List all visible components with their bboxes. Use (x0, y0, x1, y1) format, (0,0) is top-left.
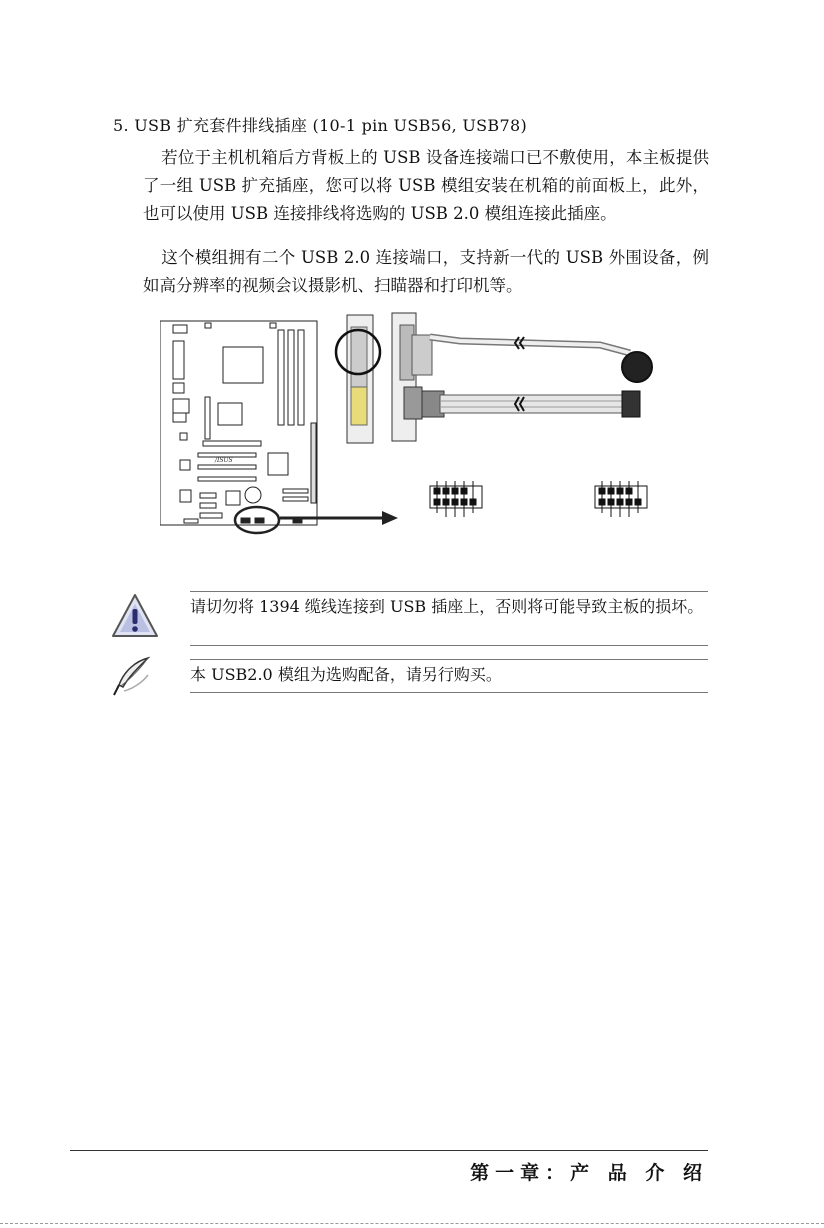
intro-paragraph (143, 144, 709, 228)
feather-pen-icon (110, 655, 154, 697)
usb-header-diagram (160, 305, 670, 555)
note-divider-upper (190, 659, 708, 660)
section-heading: 5. USB 扩充套件排线插座 (10-1 pin USB56, USB78) (113, 116, 527, 135)
footer-rule (70, 1150, 708, 1151)
usb-cable-illustration (430, 337, 652, 417)
note-divider-middle (190, 645, 708, 646)
usb56-header-pins (430, 481, 482, 517)
svg-text:/ISUS: /ISUS (215, 457, 233, 464)
usb78-header-pins (595, 481, 647, 517)
chapter-footer: 第一章：产 品 介 绍 (470, 1162, 708, 1184)
note-divider-bottom (190, 692, 708, 693)
page-edge (0, 1223, 824, 1224)
module-paragraph (143, 244, 709, 300)
usb-bracket-illustration (336, 313, 444, 443)
info-note-text: 本 USB2.0 模组为选购配备，请另行购买。 (190, 665, 502, 684)
module-paragraph-text: 这个模组拥有二个 USB 2.0 连接端口，支持新一代的 USB 外围设备，例如高分辨率的视频会议摄影机、扫瞄器和打印机等。 (143, 248, 709, 295)
warning-triangle-icon (110, 592, 160, 640)
motherboard-illustration (160, 321, 317, 533)
note-divider-top (190, 591, 708, 592)
warning-note-text: 请切勿将 1394 缆线连接到 USB 插座上，否则将可能导致主板的损坏。 (190, 597, 704, 616)
intro-paragraph-text: 若位于主机机箱后方背板上的 USB 设备连接端口已不敷使用，本主板提供了一组 USB 扩充插座，您可以将 USB 模组安装在机箱的前面板上，此外，也可以使用 USB 连接排线将选购的 USB 2.0 模组连接此插座。 (143, 148, 709, 223)
